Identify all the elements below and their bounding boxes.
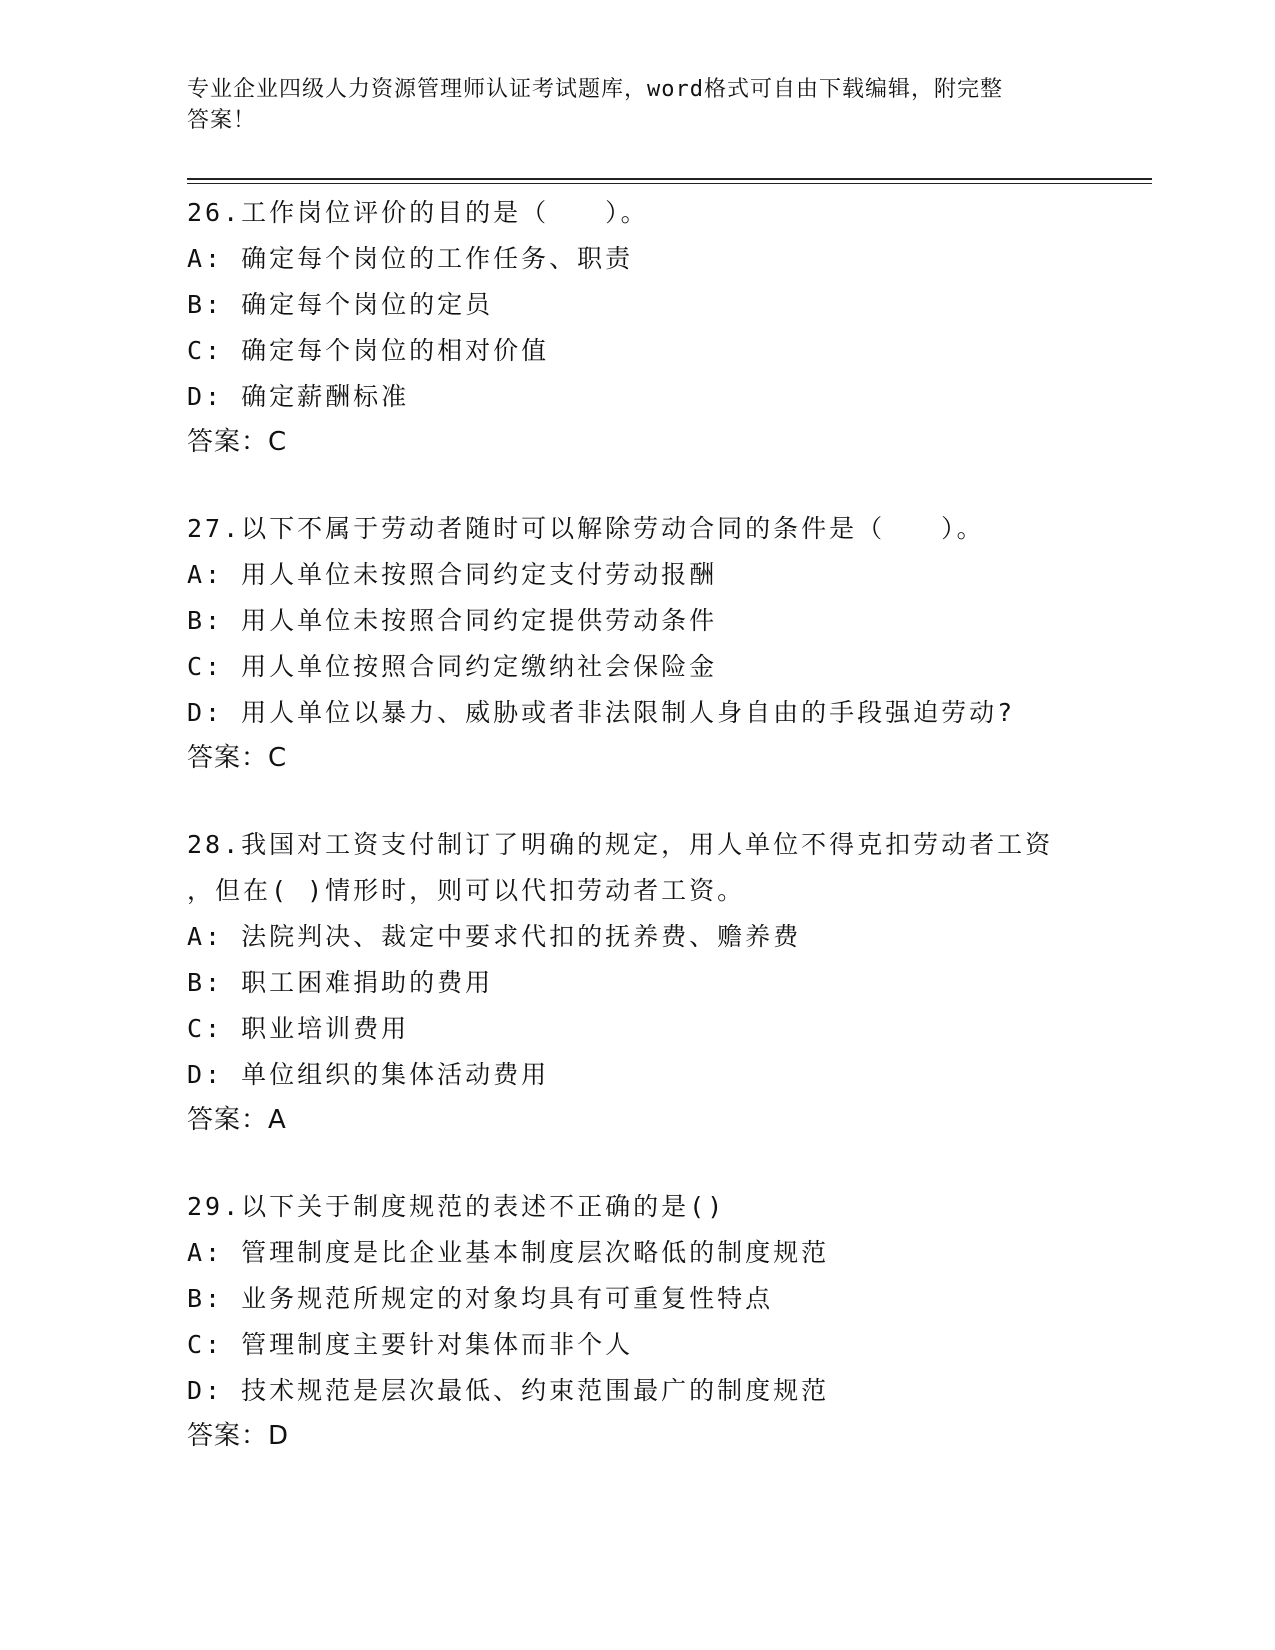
option-c: C: 职业培训费用 [187,1014,410,1043]
question-list [187,190,1127,1500]
question-26 [187,190,1127,464]
answer: 答案：C [187,743,288,773]
question-29 [187,1184,1127,1458]
option-d: D: 单位组织的集体活动费用 [187,1060,550,1089]
question-27 [187,506,1127,780]
question-stem: 26.工作岗位评价的目的是（ ）。 [187,198,649,227]
answer: 答案：D [187,1421,290,1451]
option-d: D: 确定薪酬标准 [187,382,410,411]
question-28 [187,822,1127,1142]
option-b: B: 确定每个岗位的定员 [187,290,494,319]
question-stem: 27.以下不属于劳动者随时可以解除劳动合同的条件是（ ）。 [187,514,985,543]
option-a: A: 用人单位未按照合同约定支付劳动报酬 [187,560,718,589]
option-a: A: 确定每个岗位的工作任务、职责 [187,244,634,273]
answer: 答案：A [187,1105,287,1135]
option-c: C: 管理制度主要针对集体而非个人 [187,1330,634,1359]
header-divider-thin [187,183,1152,184]
header-line-1: 专业企业四级人力资源管理师认证考试题库，word格式可自由下载编辑，附完整 [187,77,1003,102]
option-b: B: 业务规范所规定的对象均具有可重复性特点 [187,1284,774,1313]
option-d: D: 用人单位以暴力、威胁或者非法限制人身自由的手段强迫劳动? [187,698,1016,727]
document-header [187,74,1067,136]
answer: 答案：C [187,427,288,457]
option-c: C: 确定每个岗位的相对价值 [187,336,550,365]
header-divider-thick [187,178,1152,180]
question-stem: 28.我国对工资支付制订了明确的规定，用人单位不得克扣劳动者工资 [187,830,1054,859]
option-b: B: 职工困难捐助的费用 [187,968,494,997]
option-a: A: 管理制度是比企业基本制度层次略低的制度规范 [187,1238,830,1267]
option-c: C: 用人单位按照合同约定缴纳社会保险金 [187,652,718,681]
question-stem: 29.以下关于制度规范的表述不正确的是() [187,1192,726,1221]
option-b: B: 用人单位未按照合同约定提供劳动条件 [187,606,718,635]
question-stem-continued: ，但在( )情形时，则可以代扣劳动者工资。 [187,876,746,905]
header-line-2: 答案！ [187,108,257,133]
option-a: A: 法院判决、裁定中要求代扣的抚养费、赡养费 [187,922,802,951]
option-d: D: 技术规范是层次最低、约束范围最广的制度规范 [187,1376,830,1405]
